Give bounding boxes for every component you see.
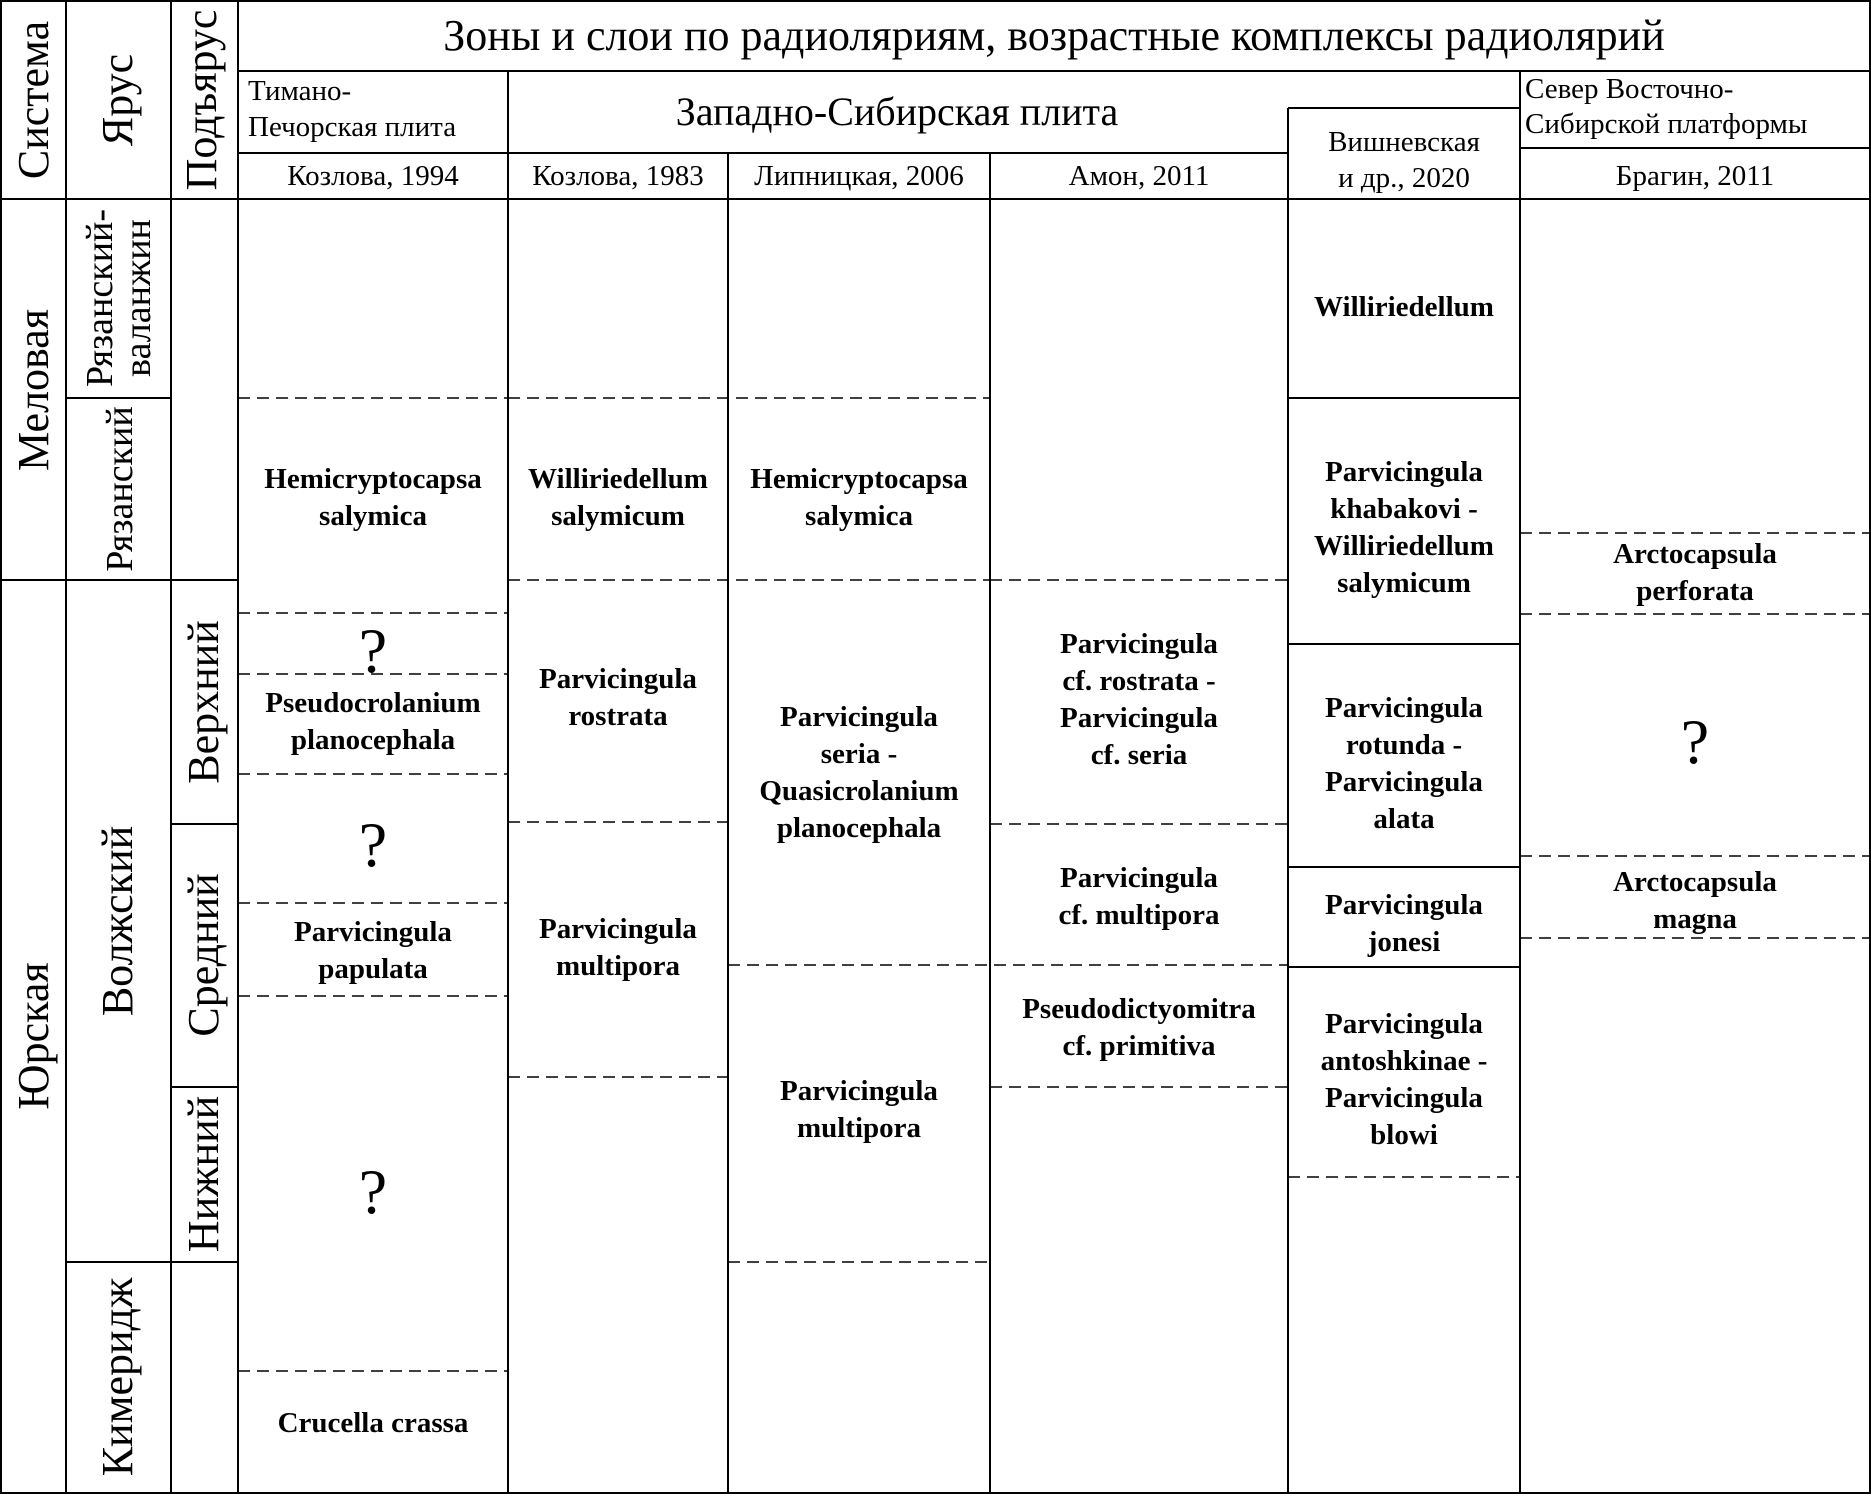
zone-label: salymica: [319, 500, 427, 532]
zone-label: Parvicingula: [1325, 1082, 1483, 1114]
column-header-substage: Подъярус: [177, 9, 226, 191]
zone-label: Williriedellum: [1314, 530, 1494, 562]
stage-volga: Волжский: [93, 825, 142, 1017]
unknown-zone-marker: ?: [358, 615, 388, 686]
zone-label: Parvicingula: [1325, 889, 1483, 921]
substage-upper: Верхний: [179, 620, 228, 784]
region-west-siberian: Западно-Сибирская плита: [675, 89, 1119, 134]
author-vishnevskaya-2020-line2: и др., 2020: [1338, 162, 1470, 194]
stage-ryazan: Рязанский: [99, 406, 141, 572]
zones-bragin-2011: [1613, 538, 1777, 935]
stage-ryazan-valangin-line1: Рязанский-: [79, 208, 121, 388]
column-header-system: Система: [9, 20, 58, 180]
region-timan-pechora-line1: Тимано-: [248, 75, 352, 107]
zone-label: khabakovi -: [1330, 493, 1478, 525]
zone-label: Parvicingula: [539, 913, 697, 945]
unknown-zone-marker: ?: [1680, 706, 1710, 777]
zone-label: Parvicingula: [780, 701, 938, 733]
zone-label: Parvicingula: [1060, 628, 1218, 660]
zone-label: Arctocapsula: [1613, 538, 1777, 570]
author-kozlova-1983: Козлова, 1983: [532, 160, 704, 192]
stage-ryazan-valangin-line2: валанжин: [117, 219, 159, 377]
zone-label: rostrata: [568, 700, 668, 732]
zone-label: multipora: [796, 1112, 922, 1144]
zone-label: papulata: [318, 953, 428, 985]
zone-label: planocephala: [776, 812, 942, 844]
zone-label: Parvicingula: [539, 663, 697, 695]
region-east-siberian-line1: Север Восточно-: [1525, 73, 1734, 105]
zone-label: Parvicingula: [1325, 456, 1483, 488]
zone-label: Arctocapsula: [1613, 866, 1777, 898]
zones-vishnevskaya-2020: [1314, 291, 1494, 1151]
column-header-stage: Ярус: [93, 53, 142, 147]
zone-label: Williriedellum: [1314, 291, 1494, 323]
author-kozlova-1994: Козлова, 1994: [287, 160, 459, 192]
zone-label: Parvicingula: [1325, 692, 1483, 724]
zone-label: cf. primitiva: [1062, 1030, 1216, 1062]
table-border: [1, 1, 1870, 1493]
author-amon-2011: Амон, 2011: [1068, 160, 1210, 192]
system-cretaceous: Меловая: [9, 309, 58, 471]
substage-lower: Нижний: [179, 1095, 228, 1253]
substage-middle: Средний: [179, 873, 228, 1037]
unknown-zone-marker: ?: [358, 1156, 388, 1227]
zone-label: Quasicrolanium: [759, 775, 959, 807]
zone-label: Pseudodictyomitra: [1022, 993, 1256, 1025]
zone-label: rotunda -: [1345, 729, 1463, 761]
region-timan-pechora-line2: Печорская плита: [248, 111, 457, 143]
zone-label: jonesi: [1367, 926, 1441, 958]
zones-kozlova-1983: [528, 463, 708, 982]
region-east-siberian-line2: Сибирской платформы: [1525, 108, 1808, 140]
zone-label: Hemicryptocapsa: [264, 463, 482, 495]
zone-label: antoshkinae -: [1320, 1045, 1488, 1077]
zone-label: planocephala: [290, 724, 456, 756]
zone-label: salymicum: [1337, 567, 1471, 599]
zone-label: Parvicingula: [294, 916, 452, 948]
stage-kimmeridge: Кимеридж: [93, 1277, 142, 1477]
zone-label: Parvicingula: [1325, 1008, 1483, 1040]
table-grid: [1, 1, 1870, 1493]
zone-label: seria -: [820, 738, 898, 770]
zone-label: Parvicingula: [1325, 766, 1483, 798]
zone-label: Parvicingula: [1060, 862, 1218, 894]
table-header: [9, 10, 1807, 194]
zone-label: Parvicingula: [1060, 702, 1218, 734]
zone-label: Williriedellum: [528, 463, 708, 495]
zone-label: Pseudocrolanium: [265, 687, 481, 719]
zone-label: blowi: [1370, 1119, 1438, 1151]
system-jurassic: Юрская: [9, 962, 58, 1110]
author-lipnitskaya-2006: Липницкая, 2006: [754, 160, 964, 192]
zone-label: multipora: [555, 950, 681, 982]
table-title: Зоны и слои по радиоляриям, возрастные комплексы радиолярий: [443, 11, 1665, 60]
zone-label: Crucella crassa: [277, 1407, 469, 1439]
zone-label: salymica: [805, 500, 913, 532]
author-vishnevskaya-2020-line1: Вишневская: [1328, 126, 1480, 158]
zones-kozlova-1994: [264, 463, 482, 1439]
zone-label: cf. rostrata -: [1062, 665, 1216, 697]
zone-label: cf. seria: [1090, 739, 1188, 771]
zone-label: salymicum: [551, 500, 685, 532]
unknown-zone-marker: ?: [358, 809, 388, 880]
zone-label: perforata: [1636, 575, 1754, 607]
zone-label: Parvicingula: [780, 1075, 938, 1107]
zone-label: Hemicryptocapsa: [750, 463, 968, 495]
stratigraphic-scale: [9, 209, 228, 1476]
zones-amon-2011: [1022, 628, 1256, 1062]
zone-label: cf. multipora: [1058, 899, 1220, 931]
author-bragin-2011: Брагин, 2011: [1615, 160, 1775, 192]
zones-lipnitskaya-2006: [750, 463, 968, 1144]
zone-label: magna: [1653, 903, 1737, 935]
zone-label: alata: [1373, 803, 1435, 835]
